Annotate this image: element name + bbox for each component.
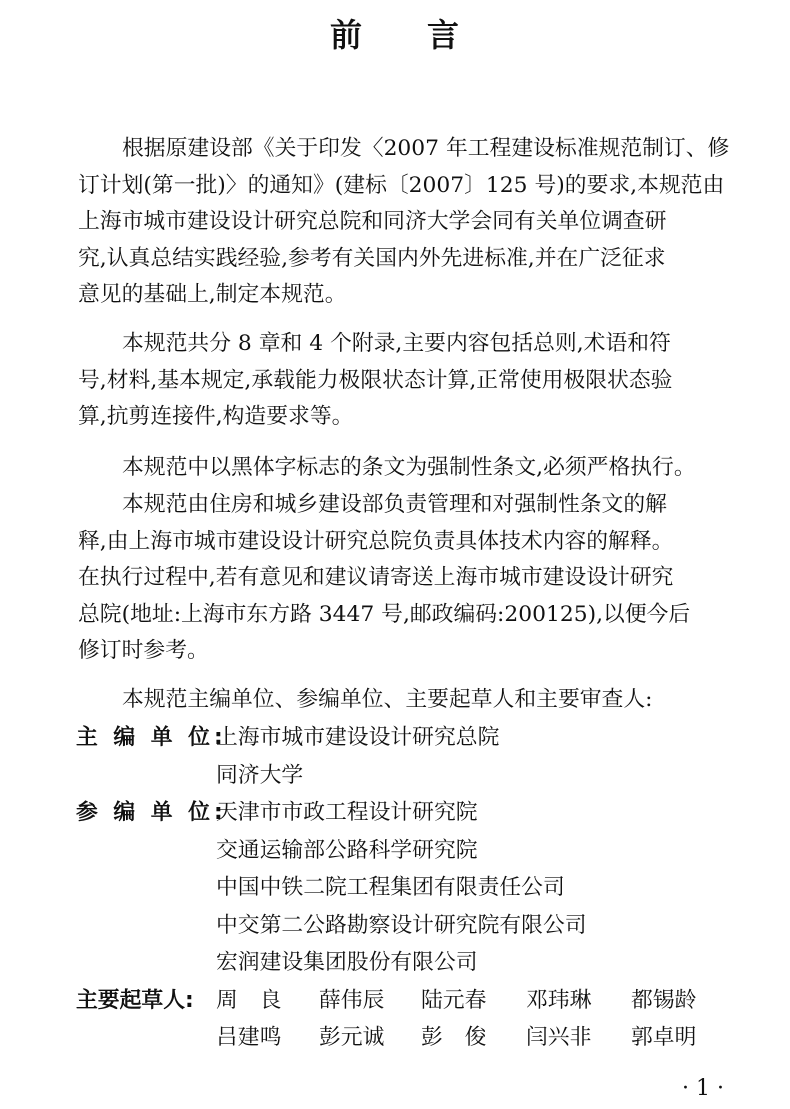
paragraph-line: 在执行过程中,若有意见和建议请寄送上海市城市建设设计研究 (78, 565, 674, 591)
participating-unit: 交通运输部公路科学研究院 (216, 837, 478, 863)
participating-unit-row (76, 907, 756, 945)
participating-unit: 宏润建设集团股份有限公司 (216, 950, 478, 975)
chief-units-label: 主 编 单 位: (76, 725, 227, 750)
drafter-row (76, 1019, 756, 1057)
paragraph-line: 修订时参考。 (78, 638, 209, 664)
paragraph-line: 意见的基础上,制定本规范。 (78, 282, 347, 308)
paragraph-management (78, 487, 748, 670)
paragraph-units-intro (78, 682, 748, 719)
units-and-people-list (76, 719, 756, 1057)
participating-unit: 中国中铁二院工程集团有限责任公司 (216, 875, 565, 900)
page-title-char-2: 言 (427, 16, 461, 54)
chief-unit-row (76, 757, 756, 795)
paragraph-line: 本规范共分 8 章和 4 个附录,主要内容包括总则,术语和符 (122, 331, 671, 356)
participating-unit: 中交第二公路勘察设计研究院有限公司 (216, 912, 587, 938)
participating-unit-row (76, 832, 756, 870)
participating-unit-row (76, 944, 756, 982)
participating-units-label: 参 编 单 位: (76, 800, 227, 825)
paragraph-line: 究,认真总结实践经验,参考有关国内外先进标准,并在广泛征求 (78, 245, 666, 271)
paragraph-line: 上海市城市建设设计研究总院和同济大学会同有关单位调查研 (78, 209, 667, 235)
paragraph-line: 号,材料,基本规定,承载能力极限状态计算,正常使用极限状态验 (78, 367, 673, 393)
main-drafters-label: 主要起草人: (76, 987, 194, 1013)
paragraph-mandatory (78, 450, 748, 487)
paragraph-contents (78, 326, 748, 436)
participating-unit-row (76, 794, 756, 832)
paragraph-line: 本规范中以黑体字标志的条文为强制性条文,必须严格执行。 (122, 455, 696, 480)
chief-unit-row (76, 719, 756, 757)
paragraph-line: 总院(地址:上海市东方路 3447 号,邮政编码:200125),以便今后 (78, 601, 691, 627)
drafter-name: 都锡龄 (631, 987, 697, 1013)
drafter-name: 周 良 (216, 987, 282, 1013)
drafter-row (76, 982, 756, 1020)
chief-unit: 上海市城市建设设计研究总院 (216, 725, 500, 750)
drafter-name: 陆元春 (421, 987, 487, 1013)
page-title (0, 10, 790, 56)
drafter-name: 薛伟辰 (319, 987, 385, 1013)
drafter-name: 吕建鸣 (216, 1025, 282, 1050)
participating-unit: 天津市市政工程设计研究院 (216, 800, 478, 825)
paragraph-line: 算,抗剪连接件,构造要求等。 (78, 404, 354, 430)
drafter-name: 邓玮琳 (526, 987, 592, 1013)
paragraph-line: 订计划(第一批)〉的通知》(建标〔2007〕125 号)的要求,本规范由 (78, 172, 725, 198)
drafter-name: 彭元诚 (319, 1025, 385, 1050)
paragraph-basis (78, 131, 748, 314)
paragraph-line: 本规范主编单位、参编单位、主要起草人和主要审查人: (122, 687, 653, 712)
chief-unit: 同济大学 (216, 762, 304, 788)
paragraph-line: 本规范由住房和城乡建设部负责管理和对强制性条文的解 (122, 492, 667, 517)
drafter-name: 郭卓明 (631, 1025, 697, 1050)
drafter-name: 闫兴非 (526, 1025, 592, 1050)
page-number: · 1 · (682, 1076, 724, 1101)
participating-unit-row (76, 869, 756, 907)
paragraph-line: 根据原建设部《关于印发〈2007 年工程建设标准规范制订、修 (122, 136, 730, 161)
drafter-name: 彭 俊 (421, 1025, 487, 1050)
page-title-char-1: 前 (329, 16, 363, 54)
paragraph-line: 释,由上海市城市建设设计研究总院负责具体技术内容的解释。 (78, 528, 674, 554)
